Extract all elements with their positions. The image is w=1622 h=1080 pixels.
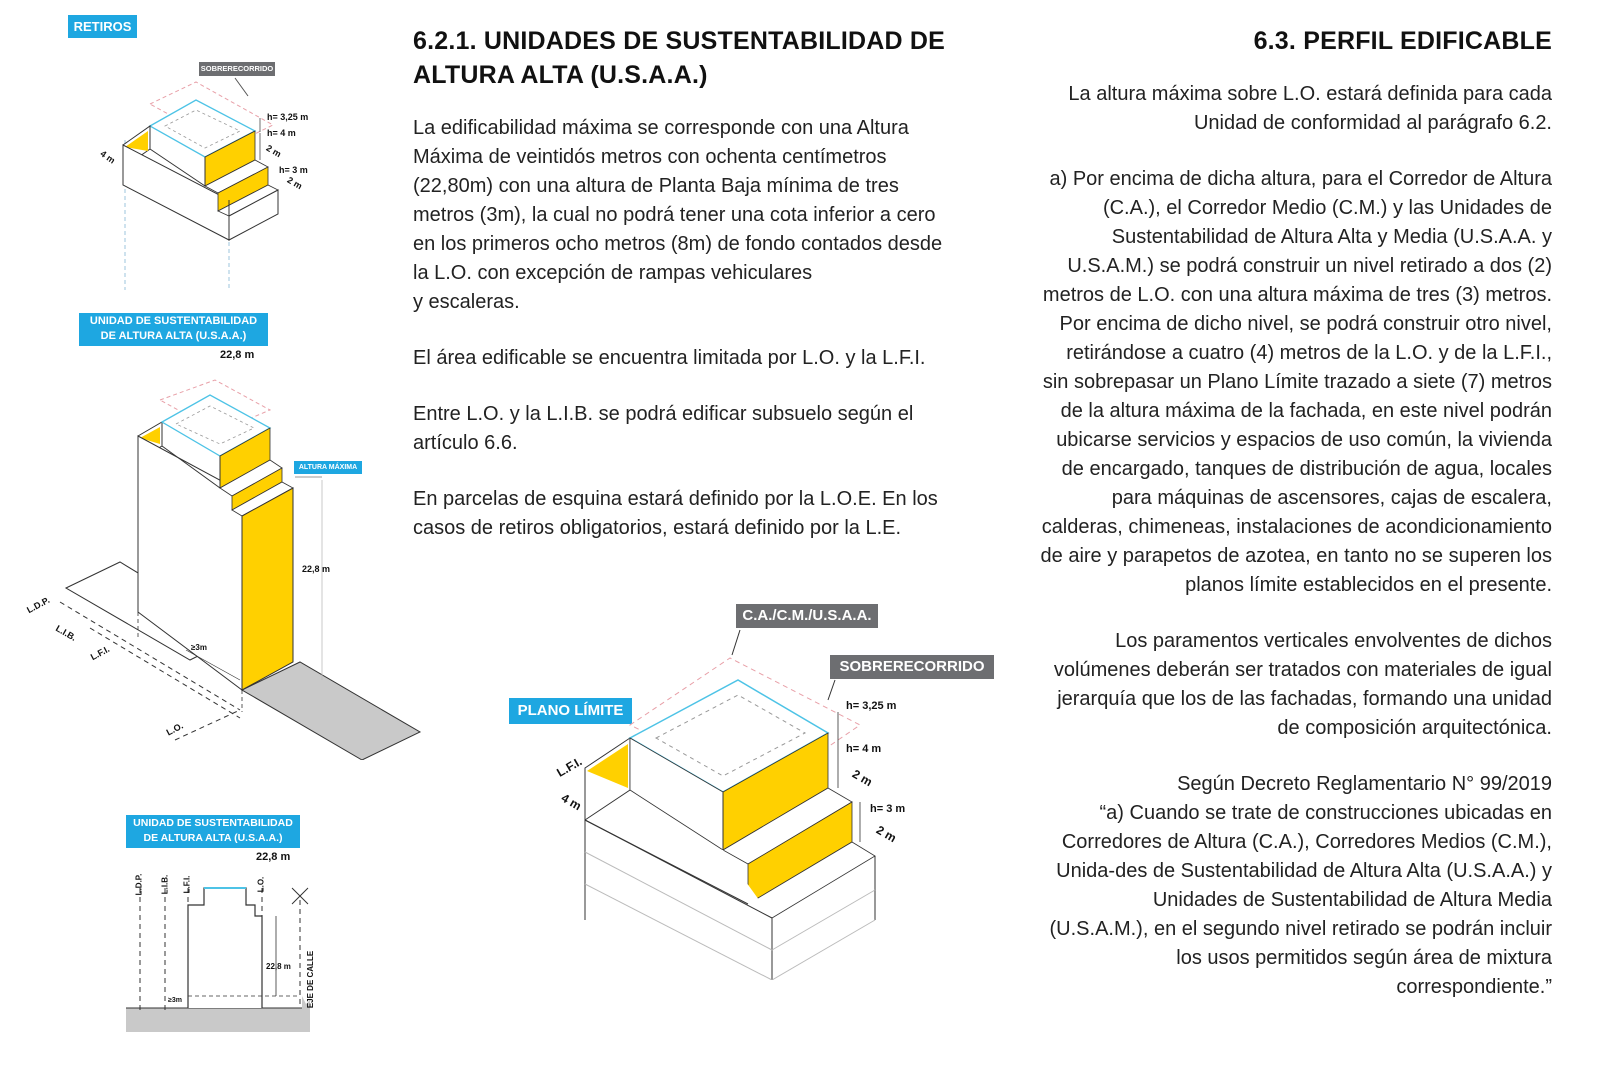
paragraph-edificabilidad <box>413 114 1003 317</box>
tag-ca-cm-usaa: C.A./C.M./U.S.A.A. <box>736 604 878 628</box>
paragraph-altura-maxima <box>1010 80 1552 138</box>
text-line: artículo 6.6. <box>413 432 518 454</box>
retiros-4m: 4 m <box>98 148 117 166</box>
text-line: El área edificable se encuentra limitada por L.O. y la L.F.I. <box>413 347 926 369</box>
paragraph-nivel-retirado <box>1010 165 1552 600</box>
text-line: calderas, chimeneas, instalaciones de acondicionamiento <box>1041 516 1552 538</box>
tag-retiros: RETIROS <box>68 15 137 38</box>
text-line: Según Decreto Reglamentario N° 99/2019 <box>1177 773 1552 795</box>
retiros-2m-b: 2 m <box>285 174 304 192</box>
text-line: “a) Cuando se trate de construcciones ubicadas en <box>1099 802 1552 824</box>
large-h325: h= 3,25 m <box>846 700 897 712</box>
text-line: correspondiente.” <box>1396 976 1552 998</box>
section-side-height: 22,8 m <box>266 962 291 971</box>
text-line: Corredores de Altura (C.A.), Corredores Medios (C.M.), <box>1061 831 1552 853</box>
usaa-isometric-drawing <box>0 340 440 760</box>
section-ldp: L.D.P. <box>134 873 144 896</box>
usaa-middle-lib: L.I.B. <box>53 623 79 643</box>
tag-usaa-section-line1: UNIDAD DE SUSTENTABILIDAD <box>133 817 293 829</box>
usaa-middle-lo: L.O. <box>164 720 185 738</box>
large-4m: 4 m <box>558 790 584 814</box>
tag-plano-limite: PLANO LÍMITE <box>509 698 632 724</box>
usaa-middle-lfi: L.F.I. <box>88 643 112 663</box>
section-ge3m: ≥3m <box>168 997 182 1004</box>
paragraph-decreto <box>1010 770 1552 1002</box>
text-line: de aire y parapetos de azotea, en tanto no se superen los <box>1040 545 1552 567</box>
text-line: retirándose a cuatro (4) metros de la L.O. y de la L.F.I., <box>1066 342 1552 364</box>
retiros-drawing <box>0 0 400 300</box>
large-isometric-drawing <box>560 620 920 980</box>
text-line: Máxima de veintidós metros con ochenta centímetros <box>413 146 887 168</box>
usaa-middle-ldp: L.D.P. <box>25 594 52 616</box>
text-line: Por encima de dicho nivel, se podrá construir otro nivel, <box>1059 313 1552 335</box>
text-line: sin sobrepasar un Plano Límite trazado a siete (7) metros <box>1042 371 1552 393</box>
text-line: de composición arquitectónica. <box>1277 717 1552 739</box>
usaa-middle-height: 22,8 m <box>220 349 255 361</box>
tag-usaa-middle-line1: UNIDAD DE SUSTENTABILIDAD <box>89 315 258 327</box>
usaa-middle-side-height: 22,8 m <box>302 564 331 574</box>
text-line: (22,80m) con una altura de Planta Baja mínima de tres <box>413 175 899 197</box>
text-line: de la altura máxima de la fachada, en este nivel podrán <box>1060 400 1552 422</box>
retiros-h325: h= 3,25 m <box>267 112 309 122</box>
usaa-section-height: 22,8 m <box>256 851 291 863</box>
retiros-2m-a: 2 m <box>264 142 283 160</box>
tag-usaa-middle-line2: DE ALTURA ALTA (U.S.A.A.) <box>100 330 247 342</box>
usaa-middle-ge3m: ≥3m <box>191 643 207 652</box>
paragraph-area-edificable <box>413 344 1003 373</box>
tag-sobrerecorrido-large: SOBRERECORRIDO <box>830 655 994 679</box>
text-line: casos de retiros obligatorios, estará definido por la L.E. <box>413 517 902 539</box>
section-lfi: L.F.I. <box>182 875 192 894</box>
text-line: los usos permitidos según área de mixtura <box>1176 947 1552 969</box>
heading-6-2-1-line2: ALTURA ALTA (U.S.A.A.) <box>413 61 708 89</box>
tag-usaa-section-line2: DE ALTURA ALTA (U.S.A.A.) <box>143 832 283 844</box>
text-line: (C.A.), el Corredor Medio (C.M.) y las Unidades de <box>1102 197 1552 219</box>
text-line: la L.O. con excepción de rampas vehiculares <box>413 262 813 284</box>
retiros-h3: h= 3 m <box>279 165 308 175</box>
large-h4: h= 4 m <box>846 743 882 755</box>
text-line: (U.S.A.M.), en el segundo nivel retirado se podrán incluir <box>1049 918 1552 940</box>
large-2m-a: 2 m <box>849 766 875 790</box>
text-line: de encargado, tanques de distribución de agua, locales <box>1061 458 1552 480</box>
section-lo: L.O. <box>256 876 266 893</box>
text-line: La altura máxima sobre L.O. estará definida para cada <box>1068 83 1552 105</box>
paragraph-subsuelo <box>413 400 1003 458</box>
section-lib: L.I.B. <box>160 874 170 895</box>
tag-sobrerecorrido-small: SOBRERECORRIDO <box>199 62 275 76</box>
text-line: U.S.A.M.) se podrá construir un nivel retirado a dos (2) <box>1067 255 1552 277</box>
text-line: y escaleras. <box>413 291 520 313</box>
tag-usaa-section <box>126 815 300 848</box>
section-eje-calle: EJE DE CALLE <box>306 950 316 1009</box>
text-line: volúmenes deberán ser tratados con materiales de igual <box>1053 659 1552 681</box>
large-h3: h= 3 m <box>870 803 906 815</box>
text-line: en los primeros ocho metros (8m) de fondo contados desde <box>413 233 943 255</box>
text-line: ubicarse servicios y espacios de uso común, la vivienda <box>1056 429 1552 451</box>
retiros-h4: h= 4 m <box>267 128 296 138</box>
paragraph-esquina <box>413 485 1003 543</box>
text-line: Unidades de Sustentabilidad de Altura Media <box>1152 889 1552 911</box>
section-6-3 <box>1010 24 1552 1002</box>
text-line: planos límite establecidos en el presente. <box>1185 574 1552 596</box>
text-line: para máquinas de ascensores, cajas de escalera, <box>1111 487 1552 509</box>
heading-6-2-1-line1: 6.2.1. UNIDADES DE SUSTENTABILIDAD DE <box>413 27 946 55</box>
text-line: Unidad de conformidad al parágrafo 6.2. <box>1193 112 1552 134</box>
text-line: Entre L.O. y la L.I.B. se podrá edificar subsuelo según el <box>413 403 914 425</box>
text-line: La edificabilidad máxima se corresponde con una Altura <box>413 117 909 139</box>
heading-6-2-1 <box>413 24 1003 92</box>
tag-altura-maxima: ALTURA MÁXIMA <box>294 461 362 474</box>
text-line: a) Por encima de dicha altura, para el Corredor de Altura <box>1049 168 1552 190</box>
text-line: metros de L.O. con una altura máxima de tres (3) metros. <box>1042 284 1552 306</box>
text-line: Los paramentos verticales envolventes de dichos <box>1115 630 1552 652</box>
large-lfi: L.F.I. <box>554 754 585 780</box>
text-line: En parcelas de esquina estará definido por la L.O.E. En los <box>413 488 938 510</box>
text-line: metros (3m), la cual no podrá tener una cota inferior a cero <box>413 204 936 226</box>
heading-6-3: 6.3. PERFIL EDIFICABLE <box>1253 27 1552 55</box>
text-line: jerarquía que los de las fachadas, formando una unidad <box>1057 688 1552 710</box>
text-line: Unida-des de Sustentabilidad de Altura Alta (U.S.A.A.) y <box>1056 860 1552 882</box>
large-2m-b: 2 m <box>873 822 899 846</box>
text-line: Sustentabilidad de Altura Alta y Media (U.S.A.A. y <box>1111 226 1552 248</box>
paragraph-paramentos <box>1010 627 1552 743</box>
section-6-2-1 <box>413 24 1003 543</box>
